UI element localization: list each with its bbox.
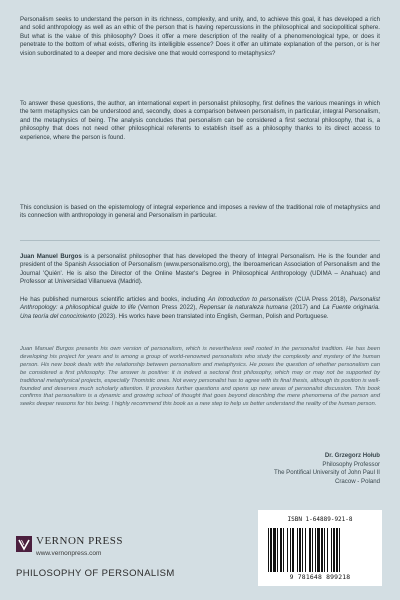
- endorser-institution: The Pontifical University of John Paul II: [273, 469, 380, 477]
- endorser-location: Cracow - Poland: [334, 477, 380, 485]
- bio-text: He has published numerous scientific articles and books, including: [20, 296, 208, 303]
- endorsement-signature: [274, 452, 380, 486]
- barcode-digits: 9 781648 899218: [289, 573, 351, 581]
- vernon-press-logo-icon: [16, 536, 32, 552]
- bio-text: (Vernon Press 2022),: [135, 304, 200, 312]
- series-name: PHILOSOPHY OF PERSONALISM: [16, 568, 175, 579]
- endorser-name: Dr. Grzegorz Hołub: [324, 452, 380, 459]
- author-bio-text: is a personalist philosopher that has developed the theory of Integral Personalism. He is the founder and president of the Spanish Association of Personalism (www.personalismo.org), the Iberoamerican Association of Personalism and the Journal 'Quién'. He is also the Director of the Online Master's Degree in Philosophical Anthropology (UDIMA – Anahuac) and Professor at Universidad Villanueva (Madrid).: [20, 253, 380, 286]
- bio-text: (CUA Press 2018),: [292, 296, 350, 303]
- book-title: Personalist Anthropology: a philosophical guide to life: [20, 296, 381, 312]
- publisher-url: www.vernonpress.com: [36, 550, 102, 557]
- author-name: Juan Manuel Burgos: [20, 253, 82, 260]
- isbn-number: ISBN 1-64889-921-8: [287, 516, 353, 523]
- book-title: An Introduction to personalism: [207, 296, 293, 303]
- author-bio-paragraph-1: [20, 253, 380, 287]
- barcode-bars: [266, 528, 374, 572]
- bio-text: (2023). His works have been translated into English, German, Polish and Portuguese.: [95, 312, 329, 320]
- blurb-paragraph-1: Personalism seeks to understand the person in its richness, complexity, and unity, and, to achieve this goal, it has developed a rich and solid anthropology as well as an ethic of the person that is having repercussions in the philosophical and sociopolitical sphere. But what is the value of this philosophy? Does it offer a mere description of the reality of a phenomenological type, or does it penetrate to the bottom of what exists, offering its intelligible essence? Does it offer an ultimate explanation of the person, or is her vision subordinated to a deeper and more decisive one that would correspond to metaphysics?: [20, 16, 380, 57]
- publisher-name: VERNON PRESS: [36, 535, 123, 547]
- isbn-barcode: [258, 510, 382, 586]
- endorser-title: Philosophy Professor: [322, 460, 380, 468]
- blurb-paragraph-2: To answer these questions, the author, an international expert in personalist philosophy, first defines the various meanings in which the term metaphysics can be understood and, secondly, does a comparison between personalism, in particular, integral Personalism, and the metaphysics of being. The analysis concludes that personalism can be considered a first sectoral philosophy, that is, a philosophy that does not need other philosophical referents to establish itself as a philosophy thanks to its direct access to experience, where the person is found.: [20, 100, 380, 141]
- section-divider: [20, 240, 380, 241]
- bio-text: (2017) and: [287, 304, 323, 312]
- book-title: La Fuente originaria. Una teoría del conocimiento: [20, 304, 380, 320]
- book-title: Repensar la naturaleza humana: [199, 304, 288, 312]
- author-bio-paragraph-2: [20, 296, 380, 321]
- blurb-paragraph-3: This conclusion is based on the epistemology of integral experience and imposes a review of the traditional role of metaphysics and its connection with anthropology in general and Personalism in particular.: [20, 204, 380, 220]
- endorsement-quote: Juan Manuel Burgos presents his own version of personalism, which is nevertheless well rooted in the personalist tradition. He has been developing his project for years and is among a group of world-renowned personalists who study the complexity and mystery of the human person. His new book deals with the relationship between personalism and metaphysics. He poses the question of whether personalism can be considered a first philosophy. The answer is positive: it is indeed a sectoral first philosophy, which may or may not be supported by traditional metaphysical projects, especially Thomistic ones. Not every personalist has to agree with its final thesis, although its position is well-founded and deserves much scholarly attention. It provokes further questions and opens up new areas of personalist discussion. This book confirms that personalism is a dynamic and growing school of thought that goes beyond describing the mere phenomena of the person and seeks deeper reasons for his being. I highly recommend this book as a new step to help us better understand the reality of the human person.: [20, 346, 380, 408]
